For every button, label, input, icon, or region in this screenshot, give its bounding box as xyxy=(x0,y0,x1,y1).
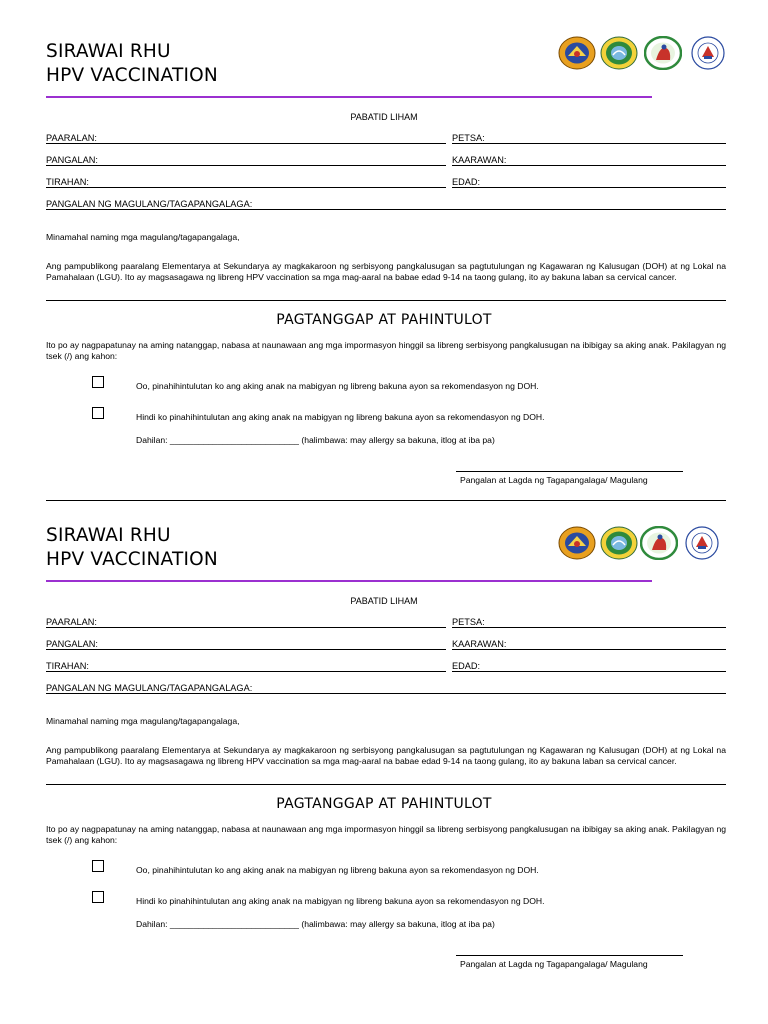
consent-yes-label: Oo, pinahihintulutan ko ang aking anak na mabigyan ng libreng bakuna ayon sa rekomendasyon ng DOH. xyxy=(136,381,539,391)
kaarawan-field[interactable] xyxy=(452,637,726,650)
title-line-1: SIRAWAI RHU xyxy=(46,525,171,546)
petsa-field[interactable] xyxy=(452,131,726,144)
tirahan-label: TIRAHAN: xyxy=(46,177,89,187)
consent-yes-label: Oo, pinahihintulutan ko ang aking anak na mabigyan ng libreng bakuna ayon sa rekomendasyon ng DOH. xyxy=(136,865,539,875)
consent-form-2 xyxy=(0,484,768,968)
pangalan-field[interactable] xyxy=(46,153,446,166)
tirahan-field[interactable] xyxy=(46,175,446,188)
petsa-field[interactable] xyxy=(452,615,726,628)
consent-yes-checkbox[interactable] xyxy=(92,860,104,872)
intro-paragraph: Ang pampublikong paaralang Elementarya at Sekundarya ay magkakaroon ng serbisyong pangkalusugan sa pagtutulungan ng Kagawaran ng Kalusugan (DOH) at ng Lokal na Pamahalaan (LGU). Ito ay magsasagawa ng libreng HPV vaccination sa mga mag-aaral na babae edad 9-14 na taong gulang, ito ay bakuna laban sa cervical cancer. xyxy=(46,261,726,282)
consent-paragraph: Ito po ay nagpapatunay na aming natanggap, nabasa at naunawaan ang mga impormasyon hinggil sa libreng serbisyong pangkalusugan na ibibigay sa aking anak. Pakilagyan ng tsek (/) ang kahon: xyxy=(46,340,726,361)
magulang-label: PANGALAN NG MAGULANG/TAGAPANGALAGA: xyxy=(46,683,253,693)
magulang-field[interactable] xyxy=(46,681,726,694)
petsa-label: PETSA: xyxy=(452,617,485,627)
logo-strip xyxy=(558,36,728,70)
edad-label: EDAD: xyxy=(452,661,481,671)
consent-no-label: Hindi ko pinahihintulutan ang aking anak na mabigyan ng libreng bakuna ayon sa rekomendasyon ng DOH. xyxy=(136,412,545,422)
title-line-2: HPV VACCINATION xyxy=(46,549,218,570)
section-divider xyxy=(46,300,726,301)
health-seal-icon xyxy=(644,36,682,70)
pangalan-label: PANGALAN: xyxy=(46,639,98,649)
pangalan-field[interactable] xyxy=(46,637,446,650)
consent-yes-checkbox[interactable] xyxy=(92,376,104,388)
edad-field[interactable] xyxy=(452,659,726,672)
consent-no-label: Hindi ko pinahihintulutan ang aking anak na mabigyan ng libreng bakuna ayon sa rekomendasyon ng DOH. xyxy=(136,896,545,906)
edad-field[interactable] xyxy=(452,175,726,188)
paaralan-field[interactable] xyxy=(46,615,446,628)
municipal-seal-icon xyxy=(600,526,638,560)
kaarawan-label: KAARAWAN: xyxy=(452,639,507,649)
signature-line[interactable] xyxy=(456,471,683,472)
salutation: Minamahal naming mga magulang/tagapangalaga, xyxy=(46,716,240,726)
rhu-seal-icon xyxy=(558,36,596,70)
reason-field[interactable]: Dahilan: ___________________________ (halimbawa: may allergy sa bakuna, itlog at iba pa) xyxy=(136,435,495,445)
pangalan-label: PANGALAN: xyxy=(46,155,98,165)
letter-subtitle: PABATID LIHAM xyxy=(350,596,418,606)
deped-seal-icon xyxy=(690,36,726,70)
health-seal-icon xyxy=(640,526,678,560)
logo-strip xyxy=(558,526,728,560)
kaarawan-label: KAARAWAN: xyxy=(452,155,507,165)
consent-no-checkbox[interactable] xyxy=(92,407,104,419)
signature-line[interactable] xyxy=(456,955,683,956)
municipal-seal-icon xyxy=(600,36,638,70)
section-title: PAGTANGGAP AT PAHINTULOT xyxy=(276,312,492,328)
rhu-seal-icon xyxy=(558,526,596,560)
title-line-1: SIRAWAI RHU xyxy=(46,41,171,62)
section-divider xyxy=(46,784,726,785)
title-divider xyxy=(46,96,652,98)
magulang-field[interactable] xyxy=(46,197,726,210)
paaralan-label: PAARALAN: xyxy=(46,617,97,627)
form-title xyxy=(46,524,218,572)
signature-label: Pangalan at Lagda ng Tagapangalaga/ Magulang xyxy=(460,475,648,485)
deped-seal-icon xyxy=(684,526,720,560)
salutation: Minamahal naming mga magulang/tagapangalaga, xyxy=(46,232,240,242)
consent-form-1 xyxy=(0,0,768,484)
title-divider xyxy=(46,580,652,582)
tirahan-field[interactable] xyxy=(46,659,446,672)
petsa-label: PETSA: xyxy=(452,133,485,143)
intro-paragraph: Ang pampublikong paaralang Elementarya at Sekundarya ay magkakaroon ng serbisyong pangkalusugan sa pagtutulungan ng Kagawaran ng Kalusugan (DOH) at ng Lokal na Pamahalaan (LGU). Ito ay magsasagawa ng libreng HPV vaccination sa mga mag-aaral na babae edad 9-14 na taong gulang, ito ay bakuna laban sa cervical cancer. xyxy=(46,745,726,766)
section-title: PAGTANGGAP AT PAHINTULOT xyxy=(276,796,492,812)
signature-label: Pangalan at Lagda ng Tagapangalaga/ Magulang xyxy=(460,959,648,969)
tirahan-label: TIRAHAN: xyxy=(46,661,89,671)
magulang-label: PANGALAN NG MAGULANG/TAGAPANGALAGA: xyxy=(46,199,253,209)
title-line-2: HPV VACCINATION xyxy=(46,65,218,86)
paaralan-label: PAARALAN: xyxy=(46,133,97,143)
consent-paragraph: Ito po ay nagpapatunay na aming natanggap, nabasa at naunawaan ang mga impormasyon hinggil sa libreng serbisyong pangkalusugan na ibibigay sa aking anak. Pakilagyan ng tsek (/) ang kahon: xyxy=(46,824,726,845)
letter-subtitle: PABATID LIHAM xyxy=(350,112,418,122)
edad-label: EDAD: xyxy=(452,177,481,187)
form-title xyxy=(46,40,218,88)
reason-field[interactable]: Dahilan: ___________________________ (halimbawa: may allergy sa bakuna, itlog at iba pa) xyxy=(136,919,495,929)
consent-no-checkbox[interactable] xyxy=(92,891,104,903)
paaralan-field[interactable] xyxy=(46,131,446,144)
kaarawan-field[interactable] xyxy=(452,153,726,166)
